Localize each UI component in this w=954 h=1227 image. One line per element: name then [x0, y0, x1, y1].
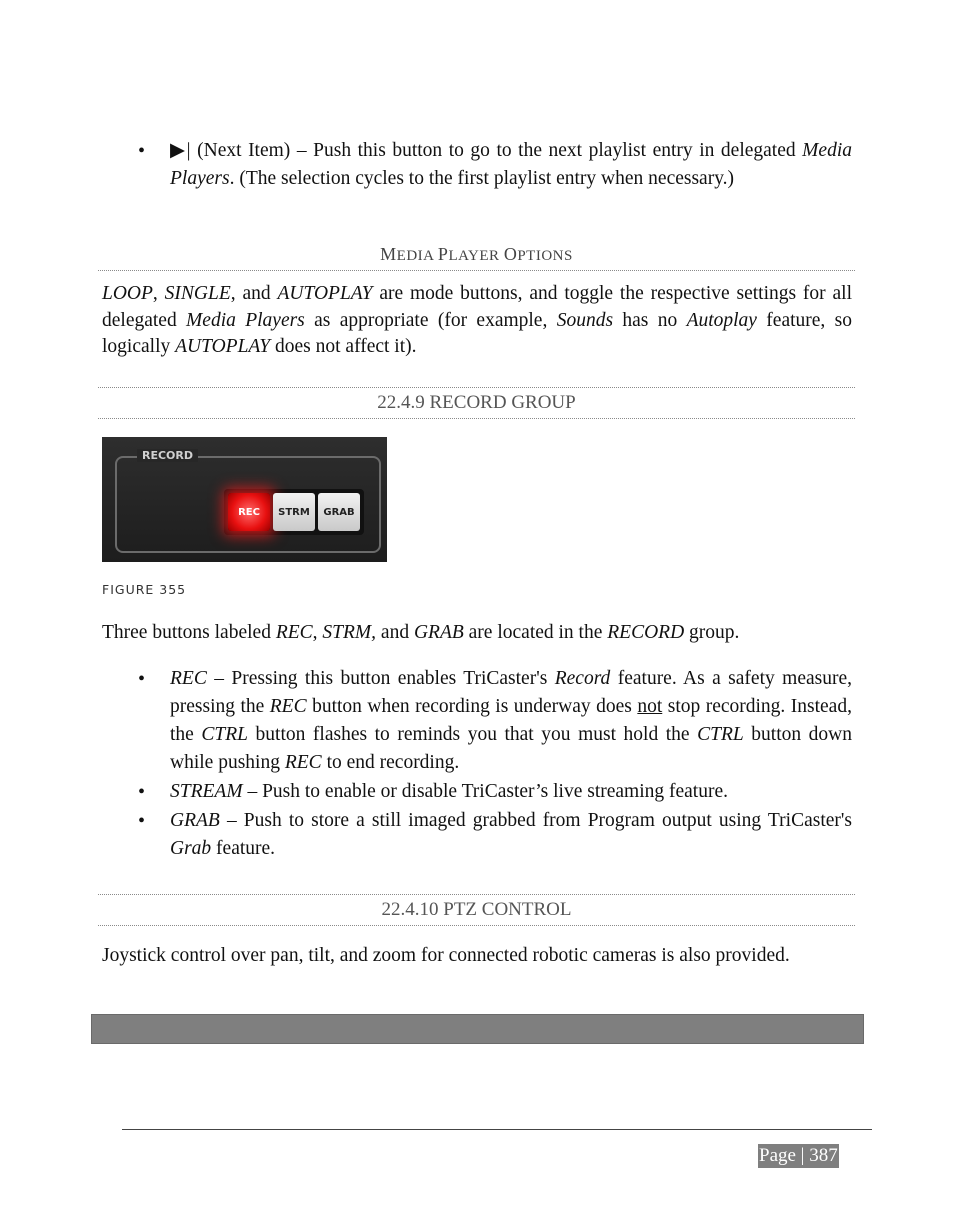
- next-item-label: (Next Item): [197, 140, 291, 161]
- record-panel-label: RECORD: [137, 449, 198, 462]
- bullet-dot: •: [138, 781, 146, 803]
- record-panel-figure: [102, 437, 387, 562]
- ptz-control-paragraph: Joystick control over pan, tilt, and zoom for connected robotic cameras is also provided.: [102, 945, 790, 966]
- footer-rule: [122, 1129, 872, 1130]
- bullet-dot: •: [138, 810, 146, 832]
- grab-bullet: [138, 807, 852, 863]
- grab-bullet-text: GRAB – Push to store a still imaged grabbed from Program output using TriCaster's Grab feature.: [170, 810, 852, 859]
- record-group-intro: Three buttons labeled REC, STRM, and GRAB are located in the RECORD group.: [102, 622, 740, 643]
- media-player-options-heading: MEDIA PLAYER OPTIONS: [98, 244, 855, 271]
- rec-bullet: [138, 665, 852, 777]
- gray-bar: [91, 1014, 864, 1044]
- next-item-bullet: [138, 137, 852, 193]
- page-number: Page | 387: [759, 1145, 838, 1166]
- grab-button[interactable]: GRAB: [318, 493, 360, 531]
- record-group-heading: 22.4.9 RECORD GROUP: [98, 387, 855, 419]
- rec-bullet-text: REC – Pressing this button enables TriCaster's Record feature. As a safety measure, pressing the REC button when recording is underway does not stop recording. Instead, the CTRL button flashes to reminds you that you must hold the CTRL button down while pushing REC to end recording.: [170, 668, 852, 773]
- bullet-dot: •: [138, 140, 146, 162]
- figure-caption: FIGURE 355: [102, 582, 187, 597]
- ptz-control-heading: 22.4.10 PTZ CONTROL: [98, 894, 855, 926]
- rec-button[interactable]: REC: [228, 493, 270, 531]
- next-item-text: ▶| (Next Item) – Push this button to go to the next playlist entry in delegated Media Players. (The selection cycles to the first playlist entry when necessary.): [170, 140, 852, 189]
- media-player-options-paragraph: LOOP, SINGLE, and AUTOPLAY are mode buttons, and toggle the respective settings for all delegated Media Players as appropriate (for example, Sounds has no Autoplay feature, so logically AUTOPLAY does not affect it).: [102, 283, 853, 357]
- next-item-symbol: ▶|: [170, 140, 191, 161]
- stream-bullet: [138, 778, 852, 806]
- record-button-row: [224, 489, 364, 535]
- stream-bullet-text: STREAM – Push to enable or disable TriCaster’s live streaming feature.: [170, 781, 729, 802]
- bullet-dot: •: [138, 668, 146, 690]
- strm-button[interactable]: STRM: [273, 493, 315, 531]
